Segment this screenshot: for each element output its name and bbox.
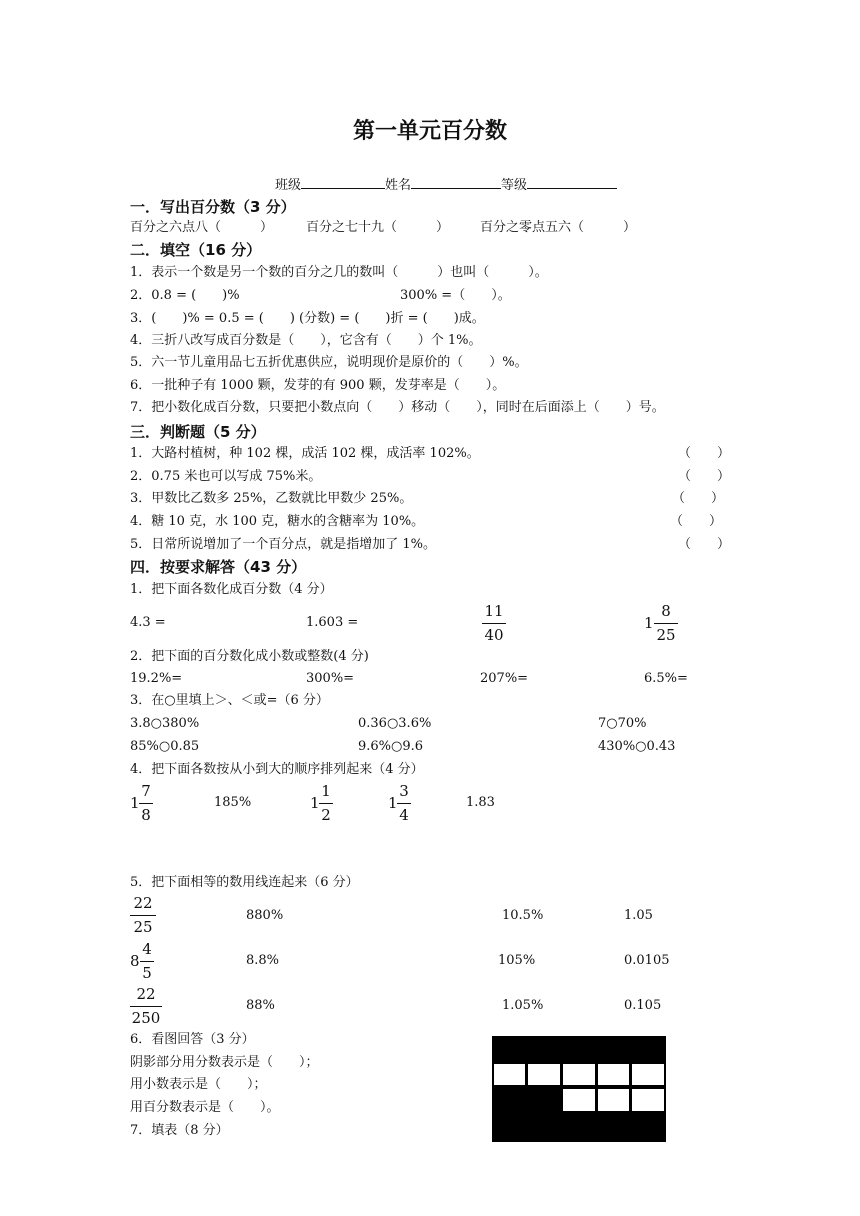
fraction-bar [139, 803, 153, 804]
p5-r1-numerator: 22 [133, 894, 153, 912]
fraction-bar [319, 803, 333, 804]
p1-d-fraction [644, 602, 680, 646]
p1-c-fraction [482, 602, 506, 646]
p6-q1: 阴影部分用分数表示是（ ）； [130, 1055, 319, 1070]
p1-d-denominator: 25 [656, 626, 676, 644]
p1-b: 1.603 = [306, 615, 359, 630]
section-4-heading: 四．按要求解答（43 分） [130, 558, 307, 576]
s1-item-2: 百分之七十九（ ） [306, 220, 450, 235]
p1-c-numerator: 11 [484, 602, 504, 620]
s2-q4: 4．三折八改写成百分数是（ ），它含有（ ）个 1%。 [130, 333, 482, 348]
p5-r2-whole: 8 [130, 952, 140, 970]
p5-r2-fraction[interactable] [130, 940, 156, 984]
p6-q3: 用百分数表示是（ ）。 [130, 1100, 280, 1115]
p4-f1-numerator: 7 [141, 782, 151, 800]
p1-c-denominator: 40 [484, 626, 504, 644]
p5-r1-fraction[interactable] [130, 894, 156, 938]
s3-q5-answer[interactable]: （ ） [678, 537, 731, 552]
p3-r2-1: 85%○0.85 [130, 739, 200, 754]
p5-r3-denominator: 250 [131, 1009, 161, 1027]
p5-r2-denominator: 5 [142, 964, 152, 982]
shaded-grid-figure [492, 1036, 666, 1142]
s1-item-1: 百分之六点八（ ） [130, 220, 274, 235]
class-label: 班级 [275, 178, 302, 193]
p2-item-4: 6.5%= [644, 671, 688, 686]
s3-q1-answer[interactable]: （ ） [678, 446, 731, 461]
s2-q1: 1．表示一个数是另一个数的百分之几的数叫（ ）也叫（ ）。 [130, 265, 548, 280]
s2-q3: 3．( )% = 0.5 = ( ) (分数) = ( )折 = ( )成。 [130, 311, 485, 326]
s2-q5: 5．六一节儿童用品七五折优惠供应，说明现价是原价的（ ）%。 [130, 355, 528, 370]
p2-label: 2．把下面的百分数化成小数或整数(4 分) [130, 649, 369, 664]
grid-cell [632, 1089, 664, 1111]
s2-q2a: 2．0.8 = ( )% [130, 288, 240, 303]
p4-f3-whole: 1 [310, 794, 320, 812]
s3-q2-answer[interactable]: （ ） [678, 469, 731, 484]
s3-q4: 4．糖 10 克，水 100 克，糖水的含糖率为 10%。 [130, 514, 425, 529]
p4-f4-denominator: 4 [399, 806, 409, 824]
p6-label: 6．看图回答（3 分） [130, 1032, 255, 1047]
p5-r2-numerator: 4 [142, 940, 152, 958]
s2-q6: 6．一批种子有 1000 颗，发芽的有 900 颗，发芽率是（ ）。 [130, 378, 506, 393]
p4-fraction-1 [130, 782, 156, 826]
page-title: 第一单元百分数 [352, 119, 507, 144]
p3-r1-1: 3.8○380% [130, 716, 200, 731]
p4-fraction-4 [388, 782, 414, 826]
fraction-bar [140, 961, 154, 962]
class-blank[interactable] [301, 176, 385, 189]
p4-f4-whole: 1 [388, 794, 398, 812]
header-line [275, 176, 617, 194]
fraction-bar [482, 623, 506, 624]
fraction-bar [397, 803, 411, 804]
p4-f3-numerator: 1 [321, 782, 331, 800]
p2-item-1: 19.2%= [130, 671, 183, 686]
p5-label: 5．把下面相等的数用线连起来（6 分） [130, 875, 359, 890]
s2-q2b: 300% =（ ）。 [400, 288, 511, 303]
p3-r1-2: 0.36○3.6% [358, 716, 432, 731]
fraction-bar [130, 915, 156, 916]
p1-d-whole: 1 [644, 614, 654, 632]
p4-f4-numerator: 3 [399, 782, 409, 800]
p3-r1-3: 7○70% [598, 716, 647, 731]
grid-cell [598, 1089, 629, 1111]
fraction-bar [654, 623, 678, 624]
grid-cell [598, 1064, 629, 1085]
p7-label: 7．填表（8 分） [130, 1123, 229, 1138]
p4-f3-denominator: 2 [321, 806, 331, 824]
name-label: 姓名 [385, 178, 412, 193]
s3-q3: 3．甲数比乙数多 25%，乙数就比甲数少 25%。 [130, 491, 413, 506]
p4-f1-denominator: 8 [141, 806, 151, 824]
grade-blank[interactable] [527, 176, 617, 189]
p4-label: 4．把下面各数按从小到大的顺序排列起来（4 分） [130, 762, 424, 777]
s3-q3-answer[interactable]: （ ） [672, 491, 725, 506]
p1-a: 4.3 = [130, 615, 166, 630]
p5-r3-numerator: 22 [136, 985, 156, 1003]
p5-r1-d[interactable]: 1.05 [624, 908, 653, 923]
grid-cell [632, 1064, 664, 1085]
grid-cell [494, 1064, 525, 1085]
s3-q5: 5．日常所说增加了一个百分点，就是指增加了 1%。 [130, 537, 437, 552]
s3-q2: 2．0.75 米也可以写成 75%米。 [130, 469, 322, 484]
p3-r2-2: 9.6%○9.6 [358, 739, 424, 754]
s2-q7: 7．把小数化成百分数，只要把小数点向（ ）移动（ ），同时在后面添上（ ）号。 [130, 400, 665, 415]
section-3-heading: 三．判断题（5 分） [130, 423, 266, 441]
s3-q4-answer[interactable]: （ ） [670, 514, 723, 529]
p6-q2: 用小数表示是（ ）； [130, 1077, 267, 1092]
grid-cell [528, 1064, 560, 1085]
p4-value-5: 1.83 [466, 795, 495, 810]
p5-r3-d[interactable]: 0.105 [624, 998, 662, 1013]
p2-item-2: 300%= [306, 671, 355, 686]
p4-value-2: 185% [214, 795, 252, 810]
p5-r2-c[interactable]: 105% [498, 953, 536, 968]
s3-q1: 1．大路村植树，种 102 棵，成活 102 棵，成活率 102%。 [130, 446, 480, 461]
grid-cell [563, 1089, 595, 1111]
p4-fraction-3 [310, 782, 336, 826]
p5-r2-b[interactable]: 8.8% [246, 953, 280, 968]
fraction-bar [130, 1006, 162, 1007]
section-2-heading: 二．填空（16 分） [130, 241, 262, 259]
grid-cell [563, 1064, 595, 1085]
p5-r1-denominator: 25 [133, 918, 153, 936]
p5-r3-c[interactable]: 1.05% [502, 998, 544, 1013]
p2-item-3: 207%= [480, 671, 529, 686]
p5-r3-b[interactable]: 88% [246, 998, 275, 1013]
p3-label: 3．在○里填上＞、＜或=（6 分） [130, 693, 329, 708]
p5-r1-b[interactable]: 880% [246, 908, 284, 923]
p1-d-numerator: 8 [661, 602, 671, 620]
name-blank[interactable] [411, 176, 501, 189]
section-1-heading: 一．写出百分数（3 分） [130, 198, 296, 216]
p4-f1-whole: 1 [130, 794, 140, 812]
p5-r2-d[interactable]: 0.0105 [624, 953, 670, 968]
p5-r1-c[interactable]: 10.5% [502, 908, 544, 923]
p5-r3-fraction[interactable] [130, 985, 162, 1029]
grade-label: 等级 [501, 178, 528, 193]
p3-r2-3: 430%○0.43 [598, 739, 676, 754]
s1-item-3: 百分之零点五六（ ） [480, 220, 637, 235]
p1-label: 1．把下面各数化成百分数（4 分） [130, 582, 333, 597]
